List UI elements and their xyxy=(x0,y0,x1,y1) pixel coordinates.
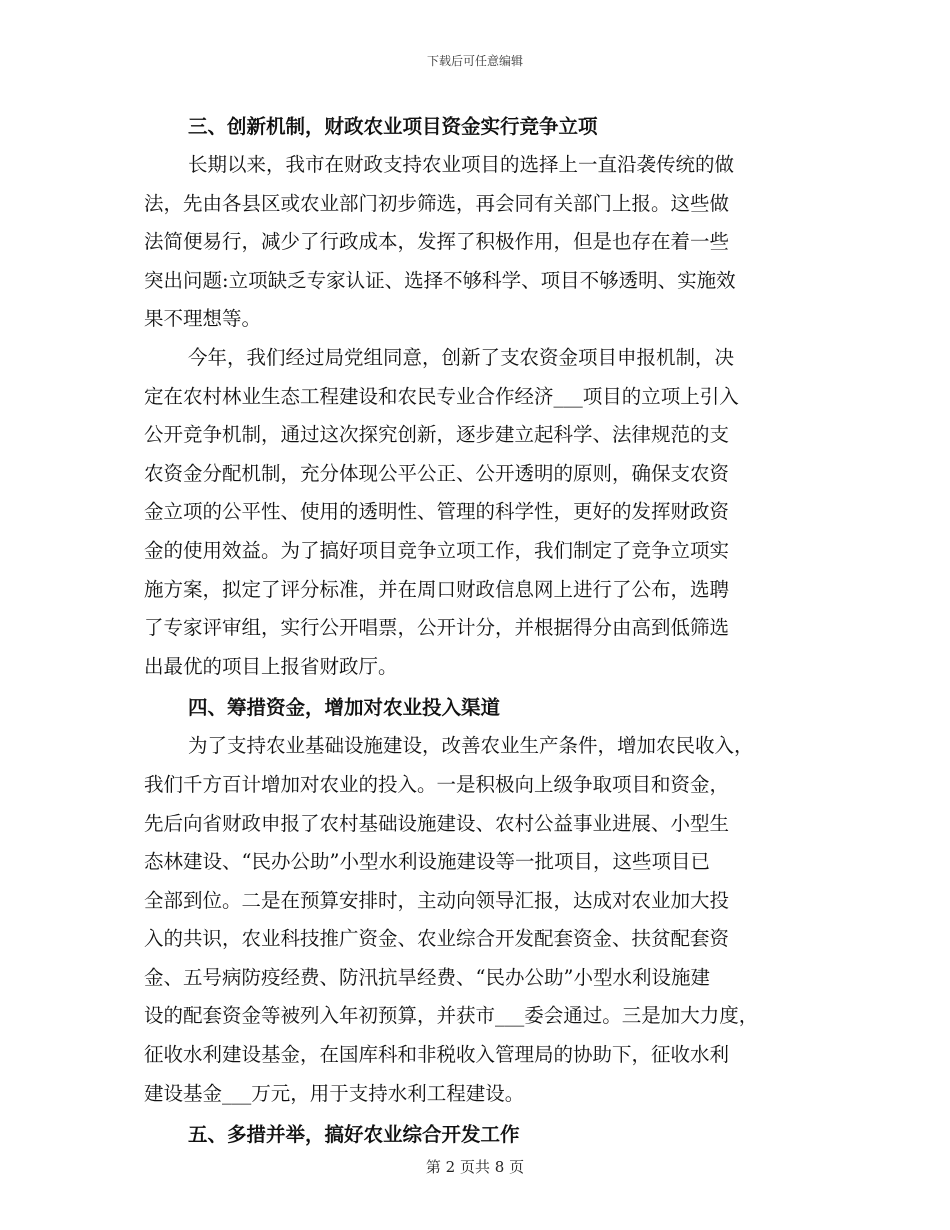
paragraph-line: 我们千方百计增加对农业的投入。一是积极向上级争取项目和资金， xyxy=(144,772,730,796)
paragraph xyxy=(144,727,834,1113)
paragraph-line: 建设基金___万元，用于支持水利工程建设。 xyxy=(144,1081,525,1105)
paragraph-line: 农资金分配机制，充分体现公平公正、公开透明的原则，确保支农资 xyxy=(144,461,730,485)
paragraph-line: 金立项的公平性、使用的透明性、管理的科学性，更好的发挥财政资 xyxy=(144,500,730,524)
paragraph-line: 先后向省财政申报了农村基础设施建设、农村公益事业进展、小型生 xyxy=(144,811,730,835)
paragraph-line: 为了支持农业基础设施建设，改善农业生产条件，增加农民收入， xyxy=(188,734,754,758)
section-heading: 三、创新机制，财政农业项目资金实行竞争立项 xyxy=(188,115,598,138)
paragraph-line: 今年，我们经过局党组同意，创新了支农资金项目申报机制，决 xyxy=(188,345,735,369)
paragraph-line: 全部到位。二是在预算安排时，主动向领导汇报，达成对农业加大投 xyxy=(144,888,730,912)
paragraph xyxy=(144,339,834,686)
paragraph-line: 金的使用效益。为了搞好项目竞争立项工作，我们制定了竞争立项实 xyxy=(144,538,730,562)
section-heading: 五、多措并举，搞好农业综合开发工作 xyxy=(188,1123,520,1147)
document-body xyxy=(144,108,834,1154)
paragraph-line: 公开竞争机制，通过这次探究创新，逐步建立起科学、法律规范的支 xyxy=(144,423,730,447)
paragraph xyxy=(144,146,834,339)
paragraph-line: 长期以来，我市在财政支持农业项目的选择上一直沿袭传统的做 xyxy=(188,153,735,176)
paragraph-line: 法，先由各县区或农业部门初步筛选，再会同有关部门上报。这些做 xyxy=(144,191,730,215)
paragraph-line: 突出问题:立项缺乏专家认证、选择不够科学、项目不够透明、实施效 xyxy=(144,268,736,292)
paragraph-line: 定在农村林业生态工程建设和农民专业合作经济___项目的立项上引入 xyxy=(144,384,739,408)
paragraph-line: 设的配套资金等被列入年初预算，并获市___委会通过。三是加大力度， xyxy=(144,1004,759,1028)
paragraph-line: 征收水利建设基金，在国库科和非税收入管理局的协助下，征收水利 xyxy=(144,1043,730,1067)
paragraph-line: 果不理想等。 xyxy=(144,307,262,331)
section-heading: 四、筹措资金，增加对农业投入渠道 xyxy=(188,696,501,720)
paragraph-line: 入的共识，农业科技推广资金、农业综合开发配套资金、扶贫配套资 xyxy=(144,927,730,951)
paragraph-line: 出最优的项目上报省财政厅。 xyxy=(144,654,398,678)
paragraph-line: 法简便易行，减少了行政成本，发挥了积极作用，但是也存在着一些 xyxy=(144,230,730,254)
paragraph-line: 施方案，拟定了评分标准，并在周口财政信息网上进行了公布，选聘 xyxy=(144,577,730,601)
paragraph-line: 态林建设、“民办公助”小型水利设施建设等一批项目，这些项目已 xyxy=(144,850,710,874)
paragraph-line: 了专家评审组，实行公开唱票，公开计分，并根据得分由高到低筛选 xyxy=(144,616,730,640)
page-header: 下载后可任意编辑 xyxy=(426,54,523,68)
paragraph-line: 金、五号病防疫经费、防汛抗旱经费、“民办公助”小型水利设施建 xyxy=(144,965,710,989)
page-footer: 第 2 页共 8 页 xyxy=(425,1158,525,1176)
